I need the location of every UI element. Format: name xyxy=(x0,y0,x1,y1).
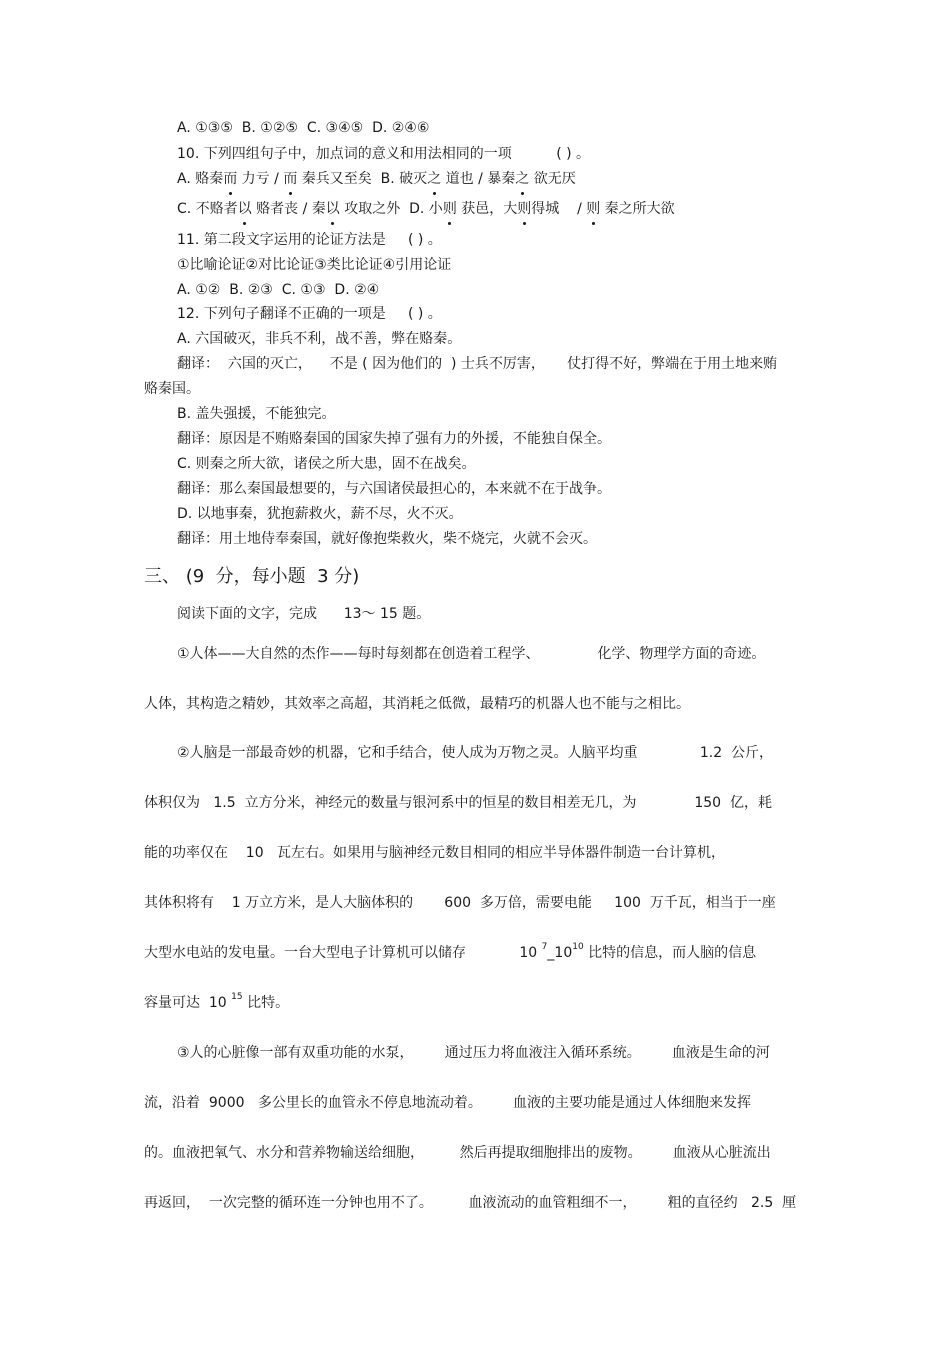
q11-methods: ①比喻论证②对比论证③类比论证④引用论证 xyxy=(177,257,452,273)
passage-line: 能的功率仅在 10 瓦左右。如果用与脑神经元数目相同的相应半导体器件制造一台计算机， xyxy=(144,845,725,861)
exponent: 7 xyxy=(541,942,548,953)
passage-line: ②人脑是一部最奇妙的机器，它和手结合，使人成为万物之灵。人脑平均重 1.2 公斤， xyxy=(177,745,774,761)
passage-line xyxy=(144,944,756,962)
emphasis-word: 则 xyxy=(586,201,601,217)
passage-line: 流，沿着 9000 多公里长的血管永不停息地流动着。 血液的主要功能是通过人体细胞来发挥 xyxy=(144,1095,752,1111)
emphasis-word: 之 xyxy=(515,171,530,187)
section-instructions: 阅读下面的文字，完成 13～ 15 题。 xyxy=(177,606,431,622)
q10-d-text: 得城 / xyxy=(531,201,587,217)
q10-c-text: C. 不赂者 xyxy=(177,201,238,217)
emphasis-word: 则 xyxy=(517,201,532,217)
passage-line: 人体，其构造之精妙，其效率之高超，其消耗之低微，最精巧的机器人也不能与之相比。 xyxy=(144,696,690,712)
q10-a-text: 力亏 / xyxy=(237,171,284,187)
passage-line: 体积仅为 1.5 立方分米，神经元的数量与银河系中的恒星的数目相差无几，为 150 亿，耗 xyxy=(144,795,772,811)
passage-line: ①人体——大自然的杰作——每时每刻都在创造着工程学、 化学、物理学方面的奇迹。 xyxy=(177,646,766,662)
passage-line: 其体积将有 1 万立方米，是人大脑体积的 600 多万倍，需要电能 100 万千瓦，相当于一座 xyxy=(144,895,776,911)
emphasis-word: 则 xyxy=(442,201,457,217)
q10-b-text: 欲无厌 xyxy=(529,171,576,187)
q10-d-text: 获邑，大 xyxy=(456,201,518,217)
passage-line: ③人的心脏像一部有双重功能的水泵， 通过压力将血液注入循环系统。 血液是生命的河 xyxy=(177,1045,770,1061)
q9-options: A. ①③⑤ B. ①②⑤ C. ③④⑤ D. ②④⑥ xyxy=(177,120,430,136)
passage-text: _10 xyxy=(547,945,573,961)
q11-options: A. ①② B. ②③ C. ①③ D. ②④ xyxy=(177,282,380,298)
q10-b-text: 道也 / 暴秦 xyxy=(441,171,516,187)
q12-option-b: B. 盖失强援，不能独完。 xyxy=(177,406,336,422)
q10-c-text: 赂者丧 / 秦 xyxy=(251,201,326,217)
passage-text: 容量可达 10 xyxy=(144,995,232,1011)
q10-d-text: D. 小 xyxy=(409,201,443,217)
q12-option-a: A. 六国破灭，非兵不利，战不善，弊在赂秦。 xyxy=(177,331,462,347)
q10-options-ab xyxy=(177,170,576,188)
q10-d-text: 秦之所大欲 xyxy=(600,201,675,217)
q10-options-cd xyxy=(177,200,675,218)
passage-line: 的。血液把氧气、水分和营养物输送给细胞， 然后再提取细胞排出的废物。 血液从心脏流出 xyxy=(144,1145,771,1161)
passage-line: 再返回， 一次完整的循环连一分钟也用不了。 血液流动的血管粗细不一， 粗的直径约 2.5 厘 xyxy=(144,1195,797,1211)
q12-translation-c: 翻译：那么秦国最想要的，与六国诸侯最担心的，本来就不在于战争。 xyxy=(177,481,611,497)
q11-stem: 11. 第二段文字运用的论证方法是 ( ) 。 xyxy=(177,232,442,248)
q10-stem: 10. 下列四组句子中，加点词的意义和用法相同的一项 ( ) 。 xyxy=(177,146,591,162)
q12-stem: 12. 下列句子翻译不正确的一项是 ( ) 。 xyxy=(177,306,442,322)
q12-translation-a: 翻译： 六国的灭亡， 不是 ( 因为他们的 ) 士兵不厉害， 仗打得不好，弊端在于用土地来贿 xyxy=(177,356,778,372)
exponent: 15 xyxy=(231,992,243,1003)
passage-text: 大型水电站的发电量。一台大型电子计算机可以储存 10 xyxy=(144,945,542,961)
q10-c-text: 攻取之外 xyxy=(339,201,410,217)
emphasis-word: 而 xyxy=(223,171,238,187)
q12-option-c: C. 则秦之所大欲，诸侯之所大患，固不在战矣。 xyxy=(177,456,476,472)
q12-translation-b: 翻译：原因是不贿赂秦国的国家失掉了强有力的外援，不能独自保全。 xyxy=(177,431,611,447)
passage-line xyxy=(144,994,289,1012)
q10-b-text: B. 破灭 xyxy=(380,171,428,187)
q12-translation-a-cont: 赂秦国。 xyxy=(144,381,200,397)
q12-option-d: D. 以地事秦，犹抱薪救火，薪不尽，火不灭。 xyxy=(177,506,463,522)
q12-translation-d: 翻译：用土地侍奉秦国，就好像抱柴救火，柴不烧完，火就不会灭。 xyxy=(177,531,597,547)
emphasis-word: 以 xyxy=(325,201,340,217)
section-heading: 三、 (9 分，每小题 3 分) xyxy=(144,566,360,587)
emphasis-word: 以 xyxy=(237,201,252,217)
emphasis-word: 而 xyxy=(283,171,298,187)
passage-text: 比特的信息，而人脑的信息 xyxy=(583,945,757,961)
exponent: 10 xyxy=(572,942,584,953)
passage-text: 比特。 xyxy=(242,995,290,1011)
emphasis-word: 之 xyxy=(427,171,442,187)
q10-a-text: A. 赂秦 xyxy=(177,171,224,187)
q10-a-text: 秦兵又至矣 xyxy=(297,171,381,187)
